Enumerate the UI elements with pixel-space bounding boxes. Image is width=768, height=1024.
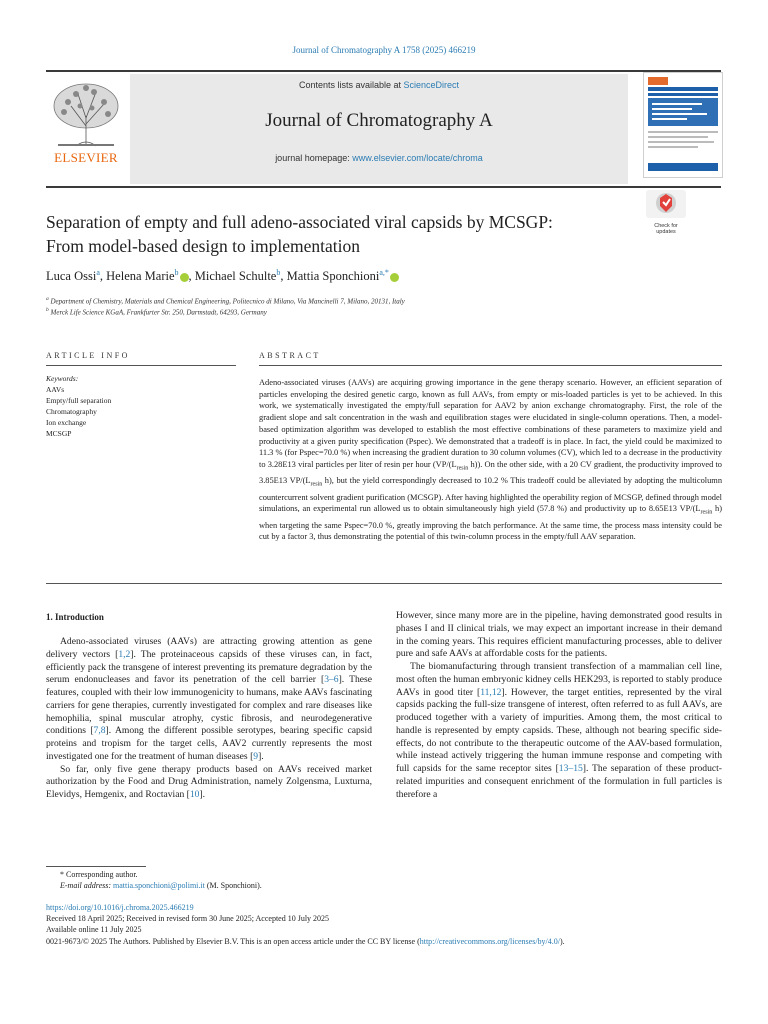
received-dates: Received 18 April 2025; Received in revised form 30 June 2025; Accepted 10 July 2025 [46, 914, 330, 923]
orcid-icon[interactable] [390, 273, 399, 282]
citation-link[interactable]: 13–15 [558, 763, 583, 774]
abstract-rule [259, 365, 722, 366]
keyword: Empty/full separation [46, 396, 112, 405]
article-title: Separation of empty and full adeno-associated viral capsids by MCSGP: From model-based design to implementation [46, 212, 553, 256]
article-info-heading: ARTICLE INFO [46, 351, 130, 360]
citation-link[interactable]: 3–6 [324, 674, 339, 686]
paragraph: So far, only five gene therapy products based on AAVs received market authorization by the Food and Drug Administration, namely Zolgensma, Luxturna, Elevidys, Hemgenix, and Roctavian [10]. [46, 763, 372, 800]
body-column-right [396, 610, 722, 801]
affiliation: $^a$ Department of Chemistry, Materials and Chemical Engineering, Politecnico di Milano, Via Mancinelli 7, Milano, 20131, Italy [46, 296, 405, 306]
keyword: Ion exchange [46, 418, 87, 427]
paragraph: The biomanufacturing through transient transfection of a mammalian cell line, most often the human embryonic kidney cells HEK293, is reported to stably produce AAVs in good titer [11,12]. However, the target entities, represented by the viral capsids packing the full-size transgene of interest, often referred to as full AAVs, are produced together with a variety of impurities. Among them, the most critical to handle is represented by empty capsids. These, although not bearing specific side-effects, do not contribute to the therapeutic outcome of the AAV-based formulation, while instead actively triggering the human immune response and competing with full capsids for the same receptor sites [13–15]. The separation of these product-related impurities and consequent enrichment of the formulation in full particles is therefore a [396, 661, 722, 800]
abstract-text: Adeno-associated viruses (AAVs) are acquiring growing importance in the gene therapy scenario. However, an efficient separation of particles enveloping the desired genetic cargo, known as full AAVs, from empty or mis-loaded particles is yet to be achieved. In this work, we systematically investigated the empty/full separation for AAV2 by anion exchange chromatography. First, the role of the gradient slope and salt concentration in the wash and equilibration stages were elucidated in single-column operations. Then, a model-based optimization algorithm was developed to establish the most effective combinations of these parameters to maximize yield and productivity at a given purity specification (Pspec). We demonstrated that a tradeoff is in place. In fact, the yield could be maximized to 11.3 % (for Pspec=70.0 %) when increasing the gradient duration to 30 column volumes (CV), which led to a decrease in the productivity to 3.28E13 viral particles per liter of resin per hour ($VP/(L_{resin}$ h)). On the other side, with a 20 CV gradient, the productivity improved to 3.85E13 $VP/(L_{resin}$ h), but the yield correspondingly decreased to 10.2 % This tradeoff could be alleviated by adopting the multicolumn countercurrent solvent gradient purification (MCSGP). After having highlighted the operability region of MCSGP, defined through model simulations, an experimental run allowed us to obtain simultaneously high yield (57.8 %) and productivity up to 8.65E13 $VP/(L_{resin}$ h) when targeting the same Pspec=70.0 %, greatly improving the batch performance. At the same time, the process mass intensity could be cut by a factor 3, thus demonstrating the potential of this twin-column process in the empty/full AAV separation. [259, 378, 723, 542]
journal-header-box [130, 74, 628, 184]
journal-cover-image [643, 72, 723, 178]
citation-link[interactable]: 11,12 [480, 686, 502, 698]
orcid-icon[interactable] [180, 273, 189, 282]
contents-list-line: Contents lists available at ScienceDirect [298, 80, 460, 90]
article-info-rule [46, 365, 236, 366]
author-list: Luca Ossi$^a$, Helena Marie$^b$ , Michael Schulte$^b$, Mattia Sponchioni$^{a,*}$ [46, 268, 686, 284]
badge-text-1: Check for [654, 223, 678, 229]
corresponding-author-note: * Corresponding author. [60, 870, 138, 879]
check-for-updates-badge[interactable] [646, 190, 686, 235]
keyword: Chromatography [46, 407, 97, 416]
email-note: E-mail address: mattia.sponchioni@polimi.it (M. Sponchioni). [60, 881, 262, 890]
abstract-bottom-rule [46, 583, 722, 584]
doi-link[interactable]: https://doi.org/10.1016/j.chroma.2025.466219 [46, 903, 194, 912]
paragraph: However, since many more are in the pipeline, having demonstrated good results in phases I and II clinical trials, we may expect an important increase in their demand in the coming years. This requires efficient manufacturing processes, able to deliver pure and safe AAVs at affordable costs for the patients. [396, 610, 722, 660]
journal-citation[interactable]: Journal of Chromatography A 1758 (2025) 466219 [292, 45, 476, 55]
license-link[interactable]: http://creativecommons.org/licenses/by/4.0/ [419, 937, 561, 946]
body-column-left [46, 636, 372, 802]
citation-link[interactable]: 10 [189, 789, 200, 800]
journal-homepage-line: journal homepage: www.elsevier.com/locate/chroma [275, 153, 483, 163]
paragraph: Adeno-associated viruses (AAVs) are attracting growing attention as gene delivery vectors [1,2]. The proteinaceous capsids of these viruses can, in fact, efficiently pack the transgene of interest preventing its premature degradation by the serum endonucleases and favor its penetration of the cell barrier [3–6]. These features, coupled with their low immunogenicity to humans, make AAVs fascinating carriers for gene therapies, currently investigated for complex and rare diseases like hemophilia, spinal muscular atrophy, cystic fibrosis, and neurodegenerative conditions [7,8]. Among the different possible serotypes, bearing specific capsid proteins and tropism for the target cells, AAV2 currently represents the most investigated one for the treatment of human diseases [9]. [46, 636, 372, 762]
author[interactable]: Michael Schulte$^b$ [194, 268, 281, 284]
author[interactable]: Luca Ossi$^a$ [46, 268, 100, 284]
keyword: AAVs [46, 385, 65, 394]
header-rule-top [46, 70, 721, 72]
citation-link[interactable]: 7,8 [93, 725, 106, 737]
author[interactable]: Mattia Sponchioni$^{a,*}$ [287, 269, 399, 283]
abstract-heading: ABSTRACT [259, 351, 321, 360]
journal-homepage-link[interactable]: www.elsevier.com/locate/chroma [352, 153, 483, 163]
footnote-rule [46, 866, 146, 867]
citation-link[interactable]: 9 [253, 750, 259, 762]
keywords-block: Keywords: AAVs Empty/full separation Chromatography Ion exchange MCSGP [46, 373, 226, 439]
introduction-heading: 1. Introduction [46, 612, 104, 622]
author[interactable]: Helena Marie$^b$ [106, 269, 188, 283]
elsevier-wordmark: ELSEVIER [54, 150, 118, 165]
keyword: MCSGP [46, 429, 72, 438]
citation-link[interactable]: 1,2 [118, 648, 131, 660]
license-line: 0021-9673/© 2025 The Authors. Published by Elsevier B.V. This is an open access article under the CC BY license (http://creativecommons.org/licenses/by/4.0/). [46, 937, 565, 946]
journal-title: Journal of Chromatography A [265, 110, 493, 131]
check-for-updates-icon [646, 190, 686, 218]
sciencedirect-link[interactable]: ScienceDirect [403, 80, 460, 90]
header-rule-bottom [46, 186, 721, 188]
badge-text-2: updates [656, 229, 676, 235]
available-online: Available online 11 July 2025 [46, 925, 142, 934]
affiliation: $^b$ Merck Life Science KGaA, Frankfurter Str. 250, Darmstadt, 64293, Germany [46, 307, 267, 317]
email-link[interactable]: mattia.sponchioni@polimi.it [113, 881, 205, 890]
